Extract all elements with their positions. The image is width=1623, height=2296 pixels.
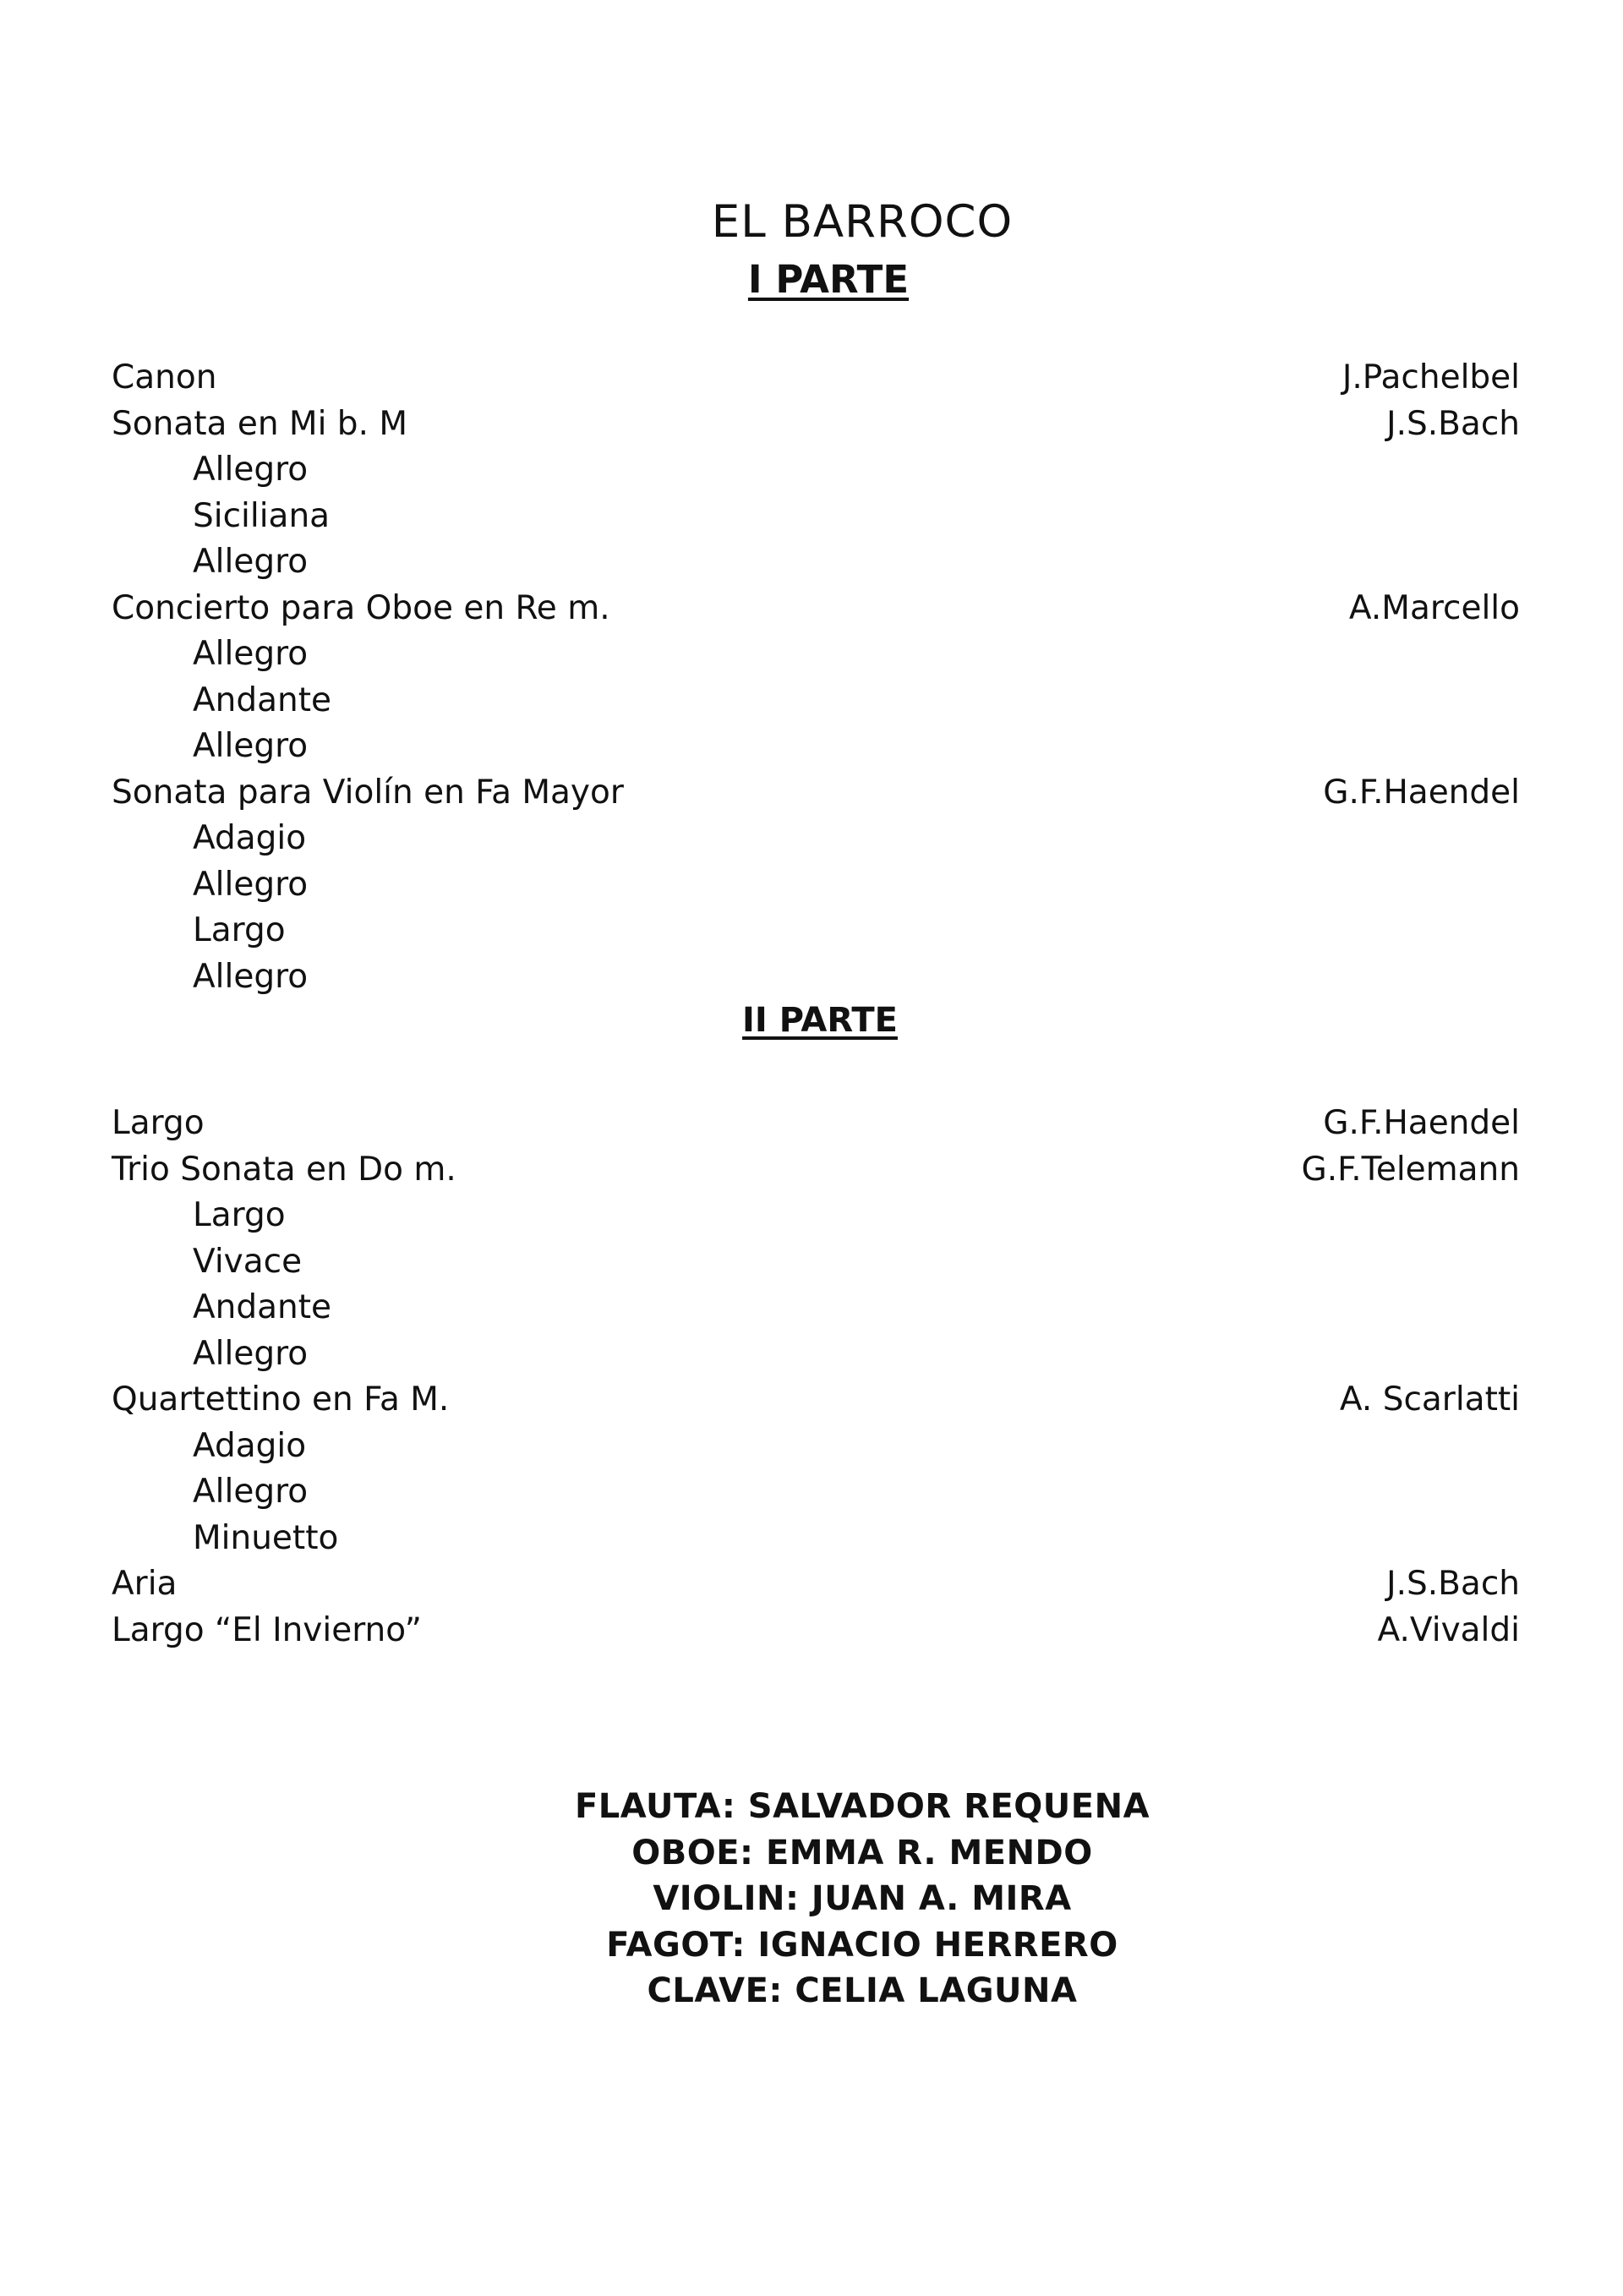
movement-title: Largo [193, 1196, 286, 1234]
composer-name: A. Scarlatti [1339, 1380, 1520, 1419]
performer-line: FLAUTA: SALVADOR REQUENA [574, 1787, 1150, 1826]
movement-row [112, 862, 1520, 909]
program-row [112, 1377, 1520, 1424]
movement-row [112, 1331, 1520, 1378]
composer-name: G.F.Haendel [1323, 773, 1520, 812]
program-row [112, 770, 1520, 817]
movement-row [112, 1239, 1520, 1286]
part-one-heading: I PARTE [747, 257, 910, 302]
performer-line: OBOE: EMMA R. MENDO [631, 1833, 1093, 1872]
movement-row [112, 816, 1520, 862]
part-one-program [112, 355, 1520, 1000]
performer-line: CLAVE: CELIA LAGUNA [647, 1971, 1078, 2010]
movement-title: Andante [193, 1288, 332, 1326]
program-row [112, 1608, 1520, 1654]
program-row [112, 355, 1520, 402]
movement-title: Adagio [193, 819, 307, 857]
movement-title: Allegro [193, 957, 309, 996]
work-title: Concierto para Oboe en Re m. [112, 588, 610, 627]
movement-row [112, 954, 1520, 1001]
movement-title: Allegro [193, 727, 309, 765]
work-title: Quartettino en Fa M. [112, 1380, 450, 1419]
work-title: Sonata en Mi b. M [112, 404, 408, 443]
movement-title: Allegro [193, 1473, 309, 1511]
composer-name: J.S.Bach [1386, 404, 1520, 443]
work-title: Canon [112, 358, 217, 396]
movement-title: Vivace [193, 1242, 303, 1281]
program-row [112, 586, 1520, 632]
performer-line: FAGOT: IGNACIO HERRERO [606, 1925, 1118, 1965]
movement-title: Allegro [193, 543, 309, 581]
part-two-heading: II PARTE [742, 1001, 898, 1040]
work-title: Aria [112, 1565, 178, 1603]
composer-name: G.F.Telemann [1301, 1150, 1520, 1189]
part-two-program [112, 1101, 1520, 1654]
movement-row [112, 447, 1520, 494]
movement-row [112, 1516, 1520, 1562]
composer-name: J.S.Bach [1386, 1565, 1520, 1603]
movement-row [112, 908, 1520, 954]
work-title: Largo “El Invierno” [112, 1610, 422, 1649]
movement-title: Allegro [193, 635, 309, 673]
composer-name: G.F.Haendel [1323, 1104, 1520, 1142]
movement-title: Allegro [193, 1334, 309, 1373]
program-row [112, 1147, 1520, 1194]
movement-row [112, 539, 1520, 586]
movement-row [112, 1469, 1520, 1516]
movement-row [112, 631, 1520, 678]
work-title: Sonata para Violín en Fa Mayor [112, 773, 624, 812]
program-row [112, 1101, 1520, 1147]
composer-name: A.Marcello [1348, 588, 1520, 627]
movement-row [112, 1424, 1520, 1470]
movement-row [112, 1193, 1520, 1239]
movement-title: Andante [193, 681, 332, 719]
program-row [112, 402, 1520, 448]
work-title: Trio Sonata en Do m. [112, 1150, 456, 1189]
movement-title: Allegro [193, 451, 309, 489]
program-row [112, 1561, 1520, 1608]
movement-row [112, 494, 1520, 540]
movement-row [112, 678, 1520, 724]
movement-title: Adagio [193, 1426, 307, 1465]
movement-title: Siciliana [193, 496, 331, 535]
movement-title: Largo [193, 911, 286, 949]
performers-list [0, 1784, 1623, 2014]
work-title: Largo [112, 1104, 205, 1142]
movement-title: Minuetto [193, 1518, 339, 1557]
performer-line: VIOLIN: JUAN A. MIRA [653, 1879, 1072, 1918]
composer-name: J.Pachelbel [1342, 358, 1520, 396]
movement-row [112, 724, 1520, 770]
document-title: EL BARROCO [711, 196, 1014, 248]
movement-row [112, 1285, 1520, 1331]
movement-title: Allegro [193, 865, 309, 904]
composer-name: A.Vivaldi [1377, 1610, 1520, 1649]
